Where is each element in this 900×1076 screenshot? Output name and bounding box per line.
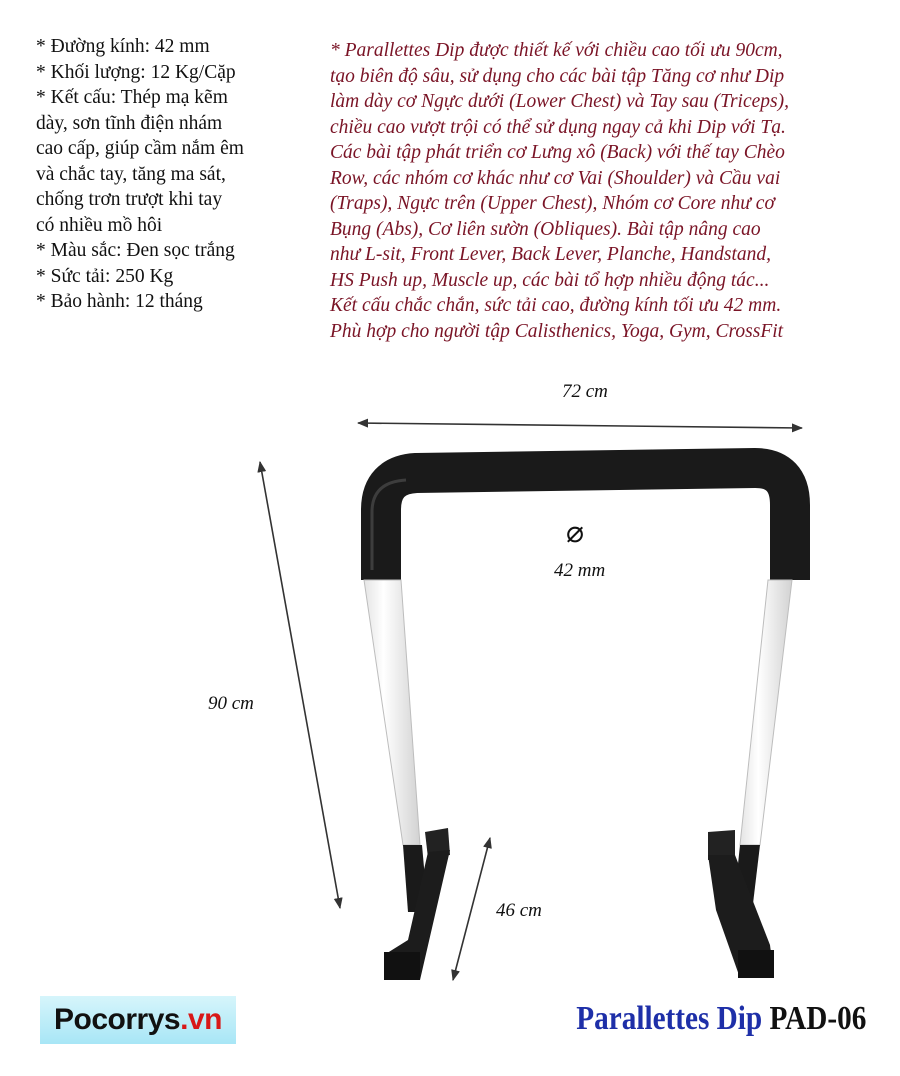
spec-line: dày, sơn tĩnh điện nhám [36,112,223,134]
product-title [576,1000,866,1038]
right-leg [740,580,792,845]
spec-line: * Đường kính: 42 mm [36,36,210,57]
diameter-label: 42 mm [554,560,606,581]
depth-dimension-label: 46 cm [496,900,542,921]
description-line: làm dày cơ Ngực dưới (Lower Chest) và Tay sau (Triceps), [330,91,789,112]
description-line: Phù hợp cho người tập Calisthenics, Yoga, Gym, CrossFit [330,320,784,342]
left-base-end-cap [384,952,420,980]
height-dimension-label: 90 cm [208,693,254,714]
depth-dimension-arrow [453,838,490,980]
description-line: Các bài tập phát triển cơ Lưng xô (Back) với thế tay Chèo [330,142,785,163]
brand-logo [40,996,236,1044]
left-leg [364,580,420,845]
width-dimension-label: 72 cm [562,381,608,402]
width-dimension-arrow [358,423,802,428]
description-line: Row, các nhóm cơ khác như cơ Vai (Shoulder) và Cầu vai [330,167,781,189]
height-dimension-arrow [260,462,340,908]
spec-line: * Sức tải: 250 Kg [36,265,174,287]
description-line: * Parallettes Dip được thiết kế với chiều cao tối ưu 90cm, [330,40,783,61]
spec-line: và chắc tay, tăng ma sát, [36,163,226,185]
brand-tld: .vn [180,1003,222,1036]
spec-line: * Bảo hành: 12 tháng [36,291,203,312]
product-name: Parallettes Dip [575,1000,762,1037]
spec-line: cao cấp, giúp cầm nắm êm [36,138,244,159]
spec-line: * Kết cấu: Thép mạ kẽm [36,87,228,108]
spec-line: * Khối lượng: 12 Kg/Cặp [36,61,236,83]
right-base-end-cap [738,950,774,978]
description-line: Kết cấu chắc chắn, sức tải cao, đường kính tối ưu 42 mm. [330,295,782,316]
spec-line: có nhiều mồ hôi [36,214,163,236]
description-line: HS Push up, Muscle up, các bài tổ hợp nhiều động tác... [330,269,770,291]
spec-line: * Màu sắc: Đen sọc trắng [36,240,235,261]
diameter-icon: ⌀ [566,516,585,549]
spec-line: chống trơn trượt khi tay [36,189,223,210]
description-line: như L-sit, Front Lever, Back Lever, Planche, Handstand, [330,244,772,265]
description-line: tạo biên độ sâu, sử dụng cho các bài tập Tăng cơ như Dip [330,65,785,87]
brand-name: Pocorrys [54,1003,181,1036]
description-line: (Traps), Ngực trên (Upper Chest), Nhóm cơ Core như cơ [330,193,775,214]
description-line: chiều cao vượt trội có thể sử dụng ngay cả khi Dip với Tạ. [330,116,786,138]
product-model: PAD-06 [769,1000,866,1037]
description-line: Bụng (Abs), Cơ liên sườn (Obliques). Bài tập nâng cao [330,218,761,240]
